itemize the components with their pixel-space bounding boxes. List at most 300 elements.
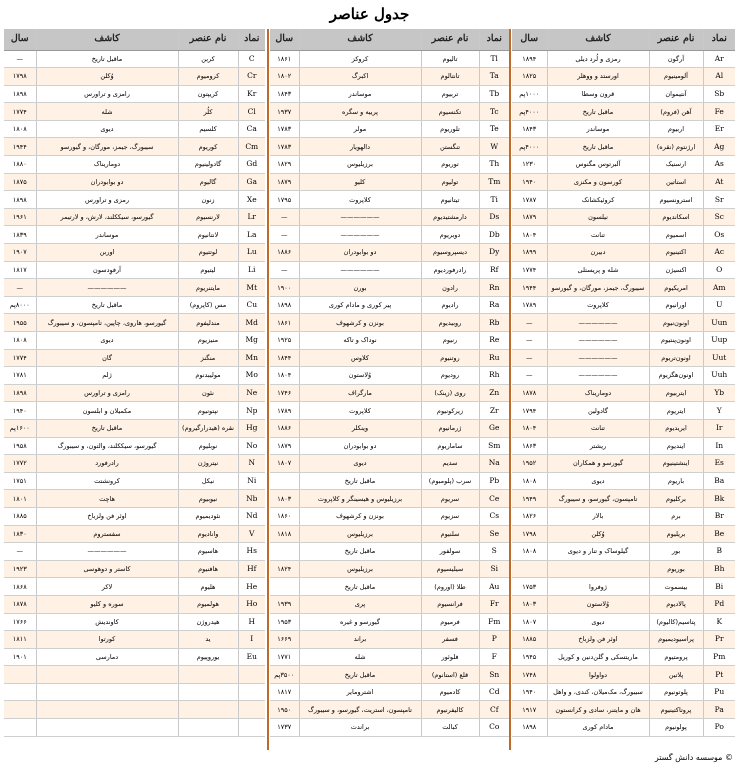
cell-year: ۱۷۵۳	[512, 578, 547, 596]
cell-discoverer: مادام کوری	[547, 719, 649, 737]
cell-name: اکسیژن	[649, 261, 703, 279]
cell-year: ۱۹۴۴	[4, 138, 36, 156]
cell-discoverer: کلیو	[299, 173, 421, 191]
cell-symbol: Os	[703, 226, 735, 244]
cell-name: مولیبدنوم	[178, 367, 238, 385]
table-row	[4, 173, 265, 191]
table-row	[512, 507, 735, 525]
table-row	[270, 560, 509, 578]
cell-discoverer: ماقبل تاریخ	[36, 296, 178, 314]
cell-symbol: Pa	[703, 701, 735, 719]
cell-name: مس (کاپروم)	[178, 296, 238, 314]
cell-discoverer: گیورسو، سیککلند، والتون، و سیبورگ	[36, 437, 178, 455]
cell-symbol: Cd	[479, 683, 509, 701]
cell-discoverer	[36, 719, 178, 737]
cell-symbol: Au	[479, 578, 509, 596]
table-row	[270, 455, 509, 473]
cell-symbol: Th	[479, 156, 509, 174]
cell-year: ۱۸۱۷	[4, 261, 36, 279]
table-row	[512, 279, 735, 297]
table-row	[4, 68, 265, 86]
cell-year: ۱۸۰۲	[270, 68, 299, 86]
cell-name: مندلیفوم	[178, 314, 238, 332]
cell-discoverer: قرون وسطا	[547, 85, 649, 103]
table-row	[270, 349, 509, 367]
table-row	[270, 701, 509, 719]
cell-name: امریکیوم	[649, 279, 703, 297]
table-header-row	[270, 29, 509, 50]
table-row	[512, 683, 735, 701]
cell-year: ۱۸۰۸	[4, 120, 36, 138]
cell-discoverer: شله	[36, 103, 178, 121]
cell-name: روی (زینک)	[421, 384, 479, 402]
cell-discoverer: نیلسون	[547, 208, 649, 226]
cell-name: ارسنیک	[649, 156, 703, 174]
cell-symbol: Ra	[479, 296, 509, 314]
cell-year: —	[4, 50, 36, 68]
table-row	[4, 683, 265, 701]
cell-discoverer: آرفوِدسون	[36, 261, 178, 279]
cell-discoverer: ——————	[36, 279, 178, 297]
table-row	[4, 666, 265, 684]
cell-name: گالیوم	[178, 173, 238, 191]
cell-symbol: Ir	[703, 419, 735, 437]
cell-discoverer: گیورسو، سیککلند، لارش، و لارتیمر	[36, 208, 178, 226]
cell-name: اورانیوم	[649, 296, 703, 314]
cell-name: دوبریوم	[421, 226, 479, 244]
cell-discoverer: گیلوساک و تنار و دیوی	[547, 543, 649, 561]
cell-name	[178, 683, 238, 701]
table-row	[4, 120, 265, 138]
cell-symbol: Rh	[479, 367, 509, 385]
table-row	[270, 437, 509, 455]
cell-year: ۱۸۰۱	[4, 490, 36, 508]
cell-symbol: Am	[703, 279, 735, 297]
cell-name: فرانسیوم	[421, 595, 479, 613]
cell-discoverer: سیبورگ، جیمز، مورگان، و گیورسو	[547, 279, 649, 297]
cell-discoverer: ماریتسکی و گلن‌دنین و کوریل	[547, 648, 649, 666]
table-row	[270, 683, 509, 701]
cell-discoverer: گادولین	[547, 402, 649, 420]
cell-year: ۱۸۱۷	[270, 683, 299, 701]
table-row	[270, 631, 509, 649]
table-row	[270, 402, 509, 420]
cell-year: ۱۹۶۱	[4, 208, 36, 226]
table-row	[512, 631, 735, 649]
table-row	[270, 472, 509, 490]
cell-name: آنتیموان	[649, 85, 703, 103]
cell-year: ۱۸۰۸	[512, 543, 547, 561]
table-header-row	[512, 29, 735, 50]
cell-year: ۱۷۵۱	[4, 472, 36, 490]
cell-year: ۱۸۳۰	[4, 525, 36, 543]
cell-symbol	[238, 683, 265, 701]
cell-discoverer: رادرفورد	[36, 455, 178, 473]
table-row	[4, 208, 265, 226]
cell-name: سریوم	[421, 490, 479, 508]
cell-discoverer: ماقبل تاریخ	[299, 543, 421, 561]
cell-symbol: Dy	[479, 244, 509, 262]
cell-name: سولفور	[421, 543, 479, 561]
cell-symbol: Rb	[479, 314, 509, 332]
elements-table-middle	[270, 29, 509, 737]
cell-name: زنون	[178, 191, 238, 209]
cell-name: هیدروژن	[178, 613, 238, 631]
cell-year: ۱۸۰۷	[270, 455, 299, 473]
header-discoverer: کاشف	[299, 29, 421, 50]
cell-year: ۱۷۸۱	[4, 367, 36, 385]
table-row	[512, 244, 735, 262]
table-row	[4, 490, 265, 508]
table-row	[4, 719, 265, 737]
cell-name: ید	[178, 631, 238, 649]
cell-name: پلوتونیوم	[649, 683, 703, 701]
cell-discoverer: هان و مایتنر، سادی و کرانستون	[547, 701, 649, 719]
table-row	[270, 50, 509, 68]
cell-year: ۱۹۴۹	[512, 490, 547, 508]
cell-symbol: Yb	[703, 384, 735, 402]
cell-name: بوریوم	[649, 560, 703, 578]
cell-symbol: Al	[703, 68, 735, 86]
cell-name: پالادیوم	[649, 595, 703, 613]
cell-discoverer: برزیلیوس	[299, 560, 421, 578]
cell-symbol: N	[238, 455, 265, 473]
table-row	[512, 173, 735, 191]
cell-name: زیرکونیوم	[421, 402, 479, 420]
cell-discoverer: سیبورگ، جیمز، مورگان، و گیورسو	[36, 138, 178, 156]
cell-name: تیتانیوم	[421, 191, 479, 209]
cell-discoverer: بونزن و کرشهوف	[299, 507, 421, 525]
cell-name: برکلیوم	[649, 490, 703, 508]
cell-symbol: Tb	[479, 85, 509, 103]
table-header-row	[4, 29, 265, 50]
table-row	[4, 525, 265, 543]
cell-discoverer: هاچت	[36, 490, 178, 508]
cell-name: بیسموت	[649, 578, 703, 596]
cell-year: ۱۸۶۱	[270, 50, 299, 68]
cell-symbol: Cm	[238, 138, 265, 156]
table-row	[512, 332, 735, 350]
cell-discoverer: کرونشتت	[36, 472, 178, 490]
table-row	[512, 648, 735, 666]
cell-symbol: Pt	[703, 666, 735, 684]
cell-year	[270, 578, 299, 596]
cell-year: ۱۹۴۴	[512, 279, 547, 297]
cell-symbol: Tm	[479, 173, 509, 191]
cell-symbol: Ce	[479, 490, 509, 508]
cell-symbol: Bi	[703, 578, 735, 596]
cell-year: ۱۸۰۳	[512, 595, 547, 613]
cell-name: نوبلیوم	[178, 437, 238, 455]
cell-year: —	[512, 367, 547, 385]
cell-name: پرومتیوم	[649, 648, 703, 666]
table-row	[270, 85, 509, 103]
cell-discoverer: ——————	[36, 543, 178, 561]
cell-name: قلع (استانوم)	[421, 666, 479, 684]
cell-name: لیتیوم	[178, 261, 238, 279]
table-row	[270, 367, 509, 385]
cell-year	[512, 560, 547, 578]
cell-discoverer: اوئر فن ولزباخ	[36, 507, 178, 525]
cell-discoverer: دیوی	[36, 332, 178, 350]
cell-discoverer: ماقبل تاریخ	[299, 666, 421, 684]
table-row	[512, 68, 735, 86]
cell-name: ایتربیوم	[649, 384, 703, 402]
cell-name: کادمیوم	[421, 683, 479, 701]
cell-discoverer: دیوی	[547, 472, 649, 490]
cell-name: اونون‌تریوم	[649, 349, 703, 367]
table-row	[512, 543, 735, 561]
cell-year: ۱۷۸۳	[270, 138, 299, 156]
cell-name: کربن	[178, 50, 238, 68]
cell-symbol: Bh	[703, 560, 735, 578]
table-row	[270, 613, 509, 631]
cell-name: ارژنتوم (نقره)	[649, 138, 703, 156]
table-row	[270, 156, 509, 174]
cell-year: ۱۸۰۸	[4, 332, 36, 350]
header-year: سال	[270, 29, 299, 50]
cell-name: پتاسیم(کالیوم)	[649, 613, 703, 631]
cell-discoverer: کروئیکشانک	[547, 191, 649, 209]
cell-symbol: Rf	[479, 261, 509, 279]
cell-discoverer: گیورسو و همکاران	[547, 455, 649, 473]
cell-year: ۱۷۹۵	[270, 191, 299, 209]
cell-year: —	[512, 332, 547, 350]
cell-year: ۱۸۷۸	[4, 595, 36, 613]
cell-symbol: Zr	[479, 402, 509, 420]
table-row	[4, 613, 265, 631]
cell-name: رنیوم	[421, 332, 479, 350]
cell-symbol: Zn	[479, 384, 509, 402]
cell-discoverer: وُلاستون	[299, 367, 421, 385]
cell-year	[4, 666, 36, 684]
cell-symbol: Te	[479, 120, 509, 138]
cell-name: فرمیوم	[421, 613, 479, 631]
table-row	[512, 472, 735, 490]
cell-symbol: Sr	[703, 191, 735, 209]
table-row	[4, 138, 265, 156]
cell-name: تولیوم	[421, 173, 479, 191]
table-row	[4, 402, 265, 420]
cell-year: ۱۷۸۹	[270, 402, 299, 420]
cell-year: ۱۹۴۰	[512, 683, 547, 701]
cell-discoverer: دو بوابودران	[36, 173, 178, 191]
cell-discoverer: ریشتر	[547, 437, 649, 455]
cell-discoverer	[36, 683, 178, 701]
cell-symbol: In	[703, 437, 735, 455]
table-row	[270, 120, 509, 138]
cell-year: ۱۸۹۸	[512, 719, 547, 737]
cell-discoverer: اوئر فن ولزباخ	[547, 631, 649, 649]
table-row	[270, 191, 509, 209]
cell-symbol: Uun	[703, 314, 735, 332]
cell-year: ۱۸۷۹	[512, 208, 547, 226]
cell-year: ۱۸۹۸	[4, 384, 36, 402]
cell-discoverer: برزیلیوس	[299, 525, 421, 543]
cell-name: یوروپیوم	[178, 648, 238, 666]
cell-discoverer: مولر	[299, 120, 421, 138]
cell-discoverer: موساندر	[36, 226, 178, 244]
cell-year: ۱۸۰۴	[512, 226, 547, 244]
cell-symbol: O	[703, 261, 735, 279]
cell-year: ۱۷۷۴	[4, 349, 36, 367]
cell-symbol: Ta	[479, 68, 509, 86]
cell-name: مایتنریوم	[178, 279, 238, 297]
cell-discoverer: پیر کوری و مادام کوری	[299, 296, 421, 314]
table-row	[270, 138, 509, 156]
cell-discoverer: تامپسون، استریت، گیورسو، و سیبورگ	[299, 701, 421, 719]
cell-symbol: At	[703, 173, 735, 191]
cell-year: ۱۷۹۸	[4, 68, 36, 86]
cell-discoverer: دواولوا	[547, 666, 649, 684]
cell-year: ۱۹۵۵	[4, 314, 36, 332]
copyright-footer: © موسسه دانش گستر	[654, 753, 733, 762]
cell-year: ۱۹۴۵	[512, 648, 547, 666]
cell-discoverer	[36, 666, 178, 684]
cell-name: پراسیودیمیوم	[649, 631, 703, 649]
table-row	[512, 578, 735, 596]
cell-year: ۱۸۰۳	[270, 490, 299, 508]
cell-discoverer: رامزی و تراورس	[36, 85, 178, 103]
cell-discoverer: برزیلیوس و هیسینگر و کلاپروت	[299, 490, 421, 508]
cell-year: ۱۸۴۳	[512, 120, 547, 138]
header-symbol: نماد	[479, 29, 509, 50]
table-row	[4, 472, 265, 490]
cell-name: ایندیوم	[649, 437, 703, 455]
cell-discoverer: اوربن	[36, 244, 178, 262]
cell-name: دارمشتیدیوم	[421, 208, 479, 226]
cell-discoverer: دو بوابودران	[299, 437, 421, 455]
table-row	[4, 156, 265, 174]
cell-symbol: Ca	[238, 120, 265, 138]
cell-year: ۱۷۹۴	[512, 402, 547, 420]
cell-year: ۱۹۵۰	[270, 701, 299, 719]
cell-discoverer: دالهویار	[299, 138, 421, 156]
cell-year: ۱۸۲۶	[512, 507, 547, 525]
cell-year: ۱۸۲۵	[512, 68, 547, 86]
table-row	[4, 367, 265, 385]
cell-name	[178, 701, 238, 719]
cell-discoverer: موساندر	[547, 120, 649, 138]
cell-name: آلومینیوم	[649, 68, 703, 86]
table-row	[270, 314, 509, 332]
table-row	[4, 648, 265, 666]
header-year: سال	[4, 29, 36, 50]
cell-discoverer: شله	[299, 648, 421, 666]
cell-year: ۱۸۰۸	[512, 472, 547, 490]
cell-year: ۱۸۹۸	[4, 85, 36, 103]
cell-discoverer: ژوفروا	[547, 578, 649, 596]
cell-symbol: K	[703, 613, 735, 631]
table-row	[270, 666, 509, 684]
cell-name: سزیوم	[421, 507, 479, 525]
cell-symbol: La	[238, 226, 265, 244]
page-title: جدول عناصر	[329, 5, 410, 23]
cell-symbol: U	[703, 296, 735, 314]
cell-symbol: Br	[703, 507, 735, 525]
cell-discoverer: سیبورگ، مک‌میلان، کندی، و واهل	[547, 683, 649, 701]
cell-name: رادرفوردیوم	[421, 261, 479, 279]
cell-name: تانتالوم	[421, 68, 479, 86]
cell-name: برم	[649, 507, 703, 525]
cell-symbol: Ge	[479, 419, 509, 437]
table-row	[270, 578, 509, 596]
cell-name: فسفر	[421, 631, 479, 649]
cell-symbol: Lr	[238, 208, 265, 226]
cell-symbol: Es	[703, 455, 735, 473]
cell-year: —	[512, 349, 547, 367]
table-row	[512, 349, 735, 367]
cell-year: ۱۸۹۸	[4, 191, 36, 209]
cell-discoverer: کروکز	[299, 50, 421, 68]
cell-name: نقره (هیدرارگیروم)	[178, 419, 238, 437]
cell-year: ۱۸۰۴	[270, 367, 299, 385]
table-row	[270, 490, 509, 508]
cell-name: آرگون	[649, 50, 703, 68]
cell-name: طلا (اوروم)	[421, 578, 479, 596]
table-row	[4, 437, 265, 455]
cell-symbol: Sc	[703, 208, 735, 226]
cell-discoverer: کلاوس	[299, 349, 421, 367]
cell-name: تربیوم	[421, 85, 479, 103]
cell-discoverer: کورتوا	[36, 631, 178, 649]
cell-year: ۱۸۴۳	[270, 85, 299, 103]
table-row	[4, 279, 265, 297]
cell-symbol: Cl	[238, 103, 265, 121]
cell-symbol: S	[479, 543, 509, 561]
cell-symbol: H	[238, 613, 265, 631]
cell-symbol: Hg	[238, 419, 265, 437]
table-row	[512, 261, 735, 279]
cell-name: کوریوم	[178, 138, 238, 156]
cell-symbol: Be	[703, 525, 735, 543]
cell-name: گادولینیوم	[178, 156, 238, 174]
cell-year: ۱۸۶۸	[4, 578, 36, 596]
table-row	[512, 719, 735, 737]
cell-discoverer: وینکلر	[299, 419, 421, 437]
table-row	[512, 666, 735, 684]
cell-discoverer: نوداک و تاکه	[299, 332, 421, 350]
cell-symbol: Li	[238, 261, 265, 279]
cell-name: ایتریوم	[649, 402, 703, 420]
cell-year: ۱۸۹۹	[512, 244, 547, 262]
cell-discoverer: ——————	[547, 367, 649, 385]
table-row	[270, 332, 509, 350]
table-row	[4, 296, 265, 314]
cell-name: استرونسیوم	[649, 191, 703, 209]
table-row	[4, 261, 265, 279]
cell-name: اینشتینیوم	[649, 455, 703, 473]
elements-table-left	[4, 29, 265, 737]
cell-year: ۱۹۱۷	[512, 701, 547, 719]
table-row	[4, 384, 265, 402]
cell-year: ۱۸۸۰	[4, 156, 36, 174]
table-row	[4, 332, 265, 350]
cell-discoverer: دو بوابودران	[299, 244, 421, 262]
cell-discoverer: ——————	[299, 226, 421, 244]
cell-discoverer: کورسون و مکنزی	[547, 173, 649, 191]
cell-name: سیلیسیوم	[421, 560, 479, 578]
cell-symbol: Ar	[703, 50, 735, 68]
cell-symbol: Fm	[479, 613, 509, 631]
cell-discoverer: موساندر	[299, 85, 421, 103]
cell-year: ۱۸۶۰	[270, 507, 299, 525]
cell-year: ۱۶۶۹	[270, 631, 299, 649]
cell-name: توریوم	[421, 156, 479, 174]
cell-year: ۱۸۷۸	[512, 384, 547, 402]
cell-discoverer: ——————	[299, 208, 421, 226]
cell-name: بور	[649, 543, 703, 561]
